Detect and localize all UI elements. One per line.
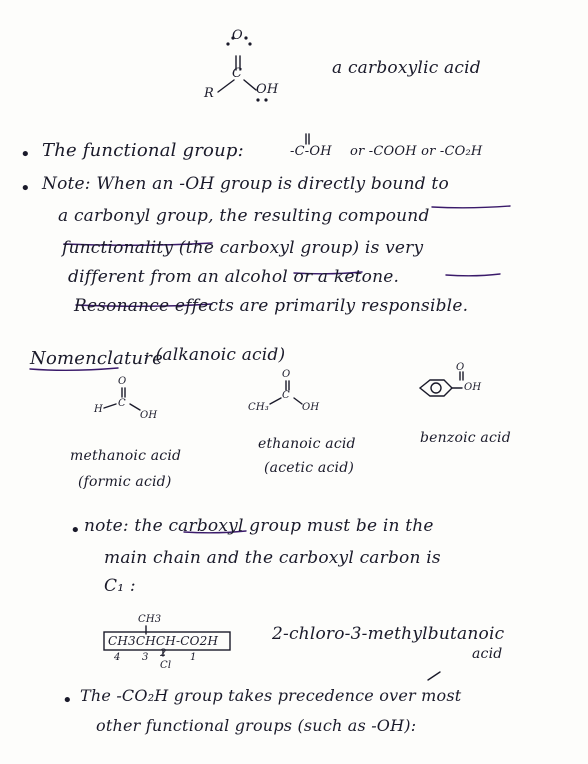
bullet: •: [20, 144, 31, 165]
methanoic-name: methanoic acid: [70, 448, 182, 464]
chain-name-line1: 2-chloro-3-methylbutanoic: [272, 624, 505, 644]
functional-group-structure-text: -C-OH: [290, 144, 332, 159]
benzoic-oh-group: OH: [464, 382, 482, 393]
ethanoic-ch3-group: CH₃: [248, 402, 269, 413]
ethanoic-common-name: (acetic acid): [264, 460, 355, 476]
methanoic-h-atom: H: [94, 404, 103, 415]
intro-c-atom: C: [232, 66, 243, 81]
methanoic-oh-group: OH: [140, 410, 158, 421]
functional-group-structure: [306, 134, 309, 144]
methanoic-common-name: (formic acid): [78, 474, 172, 490]
ethanoic-o-atom: O: [282, 369, 291, 380]
chain-methyl-substituent: CH3: [138, 614, 162, 625]
note1-line2: a carbonyl group, the resulting compound: [58, 206, 430, 226]
ethanoic-name: ethanoic acid: [258, 436, 356, 452]
note1-line1: Note: When an -OH group is directly bound to: [42, 174, 449, 194]
nomenclature-subtitle: : (alkanoic acid): [144, 345, 286, 365]
benzoic-name: benzoic acid: [420, 430, 511, 446]
methanoic-c-atom: C: [118, 398, 126, 409]
chain-carbon-4: 4: [114, 652, 121, 663]
intro-oh-group: OH: [256, 82, 279, 97]
note3-line1: The -CO₂H group takes precedence over most: [80, 686, 462, 705]
functional-group-label: The functional group:: [42, 140, 244, 161]
note1-line4: different from an alcohol or a ketone.: [68, 267, 400, 287]
benzoic-acid-structure: [420, 372, 463, 396]
ethanoic-c-atom: C: [282, 390, 290, 401]
intro-o-atom: O: [232, 28, 243, 43]
note2-line3: C₁ :: [104, 576, 136, 596]
chain-carbon-1: 1: [190, 652, 197, 663]
note2-line1: note: the carboxyl group must be in the: [84, 516, 434, 536]
methanoic-o-atom: O: [118, 376, 127, 387]
chain-name-line2: acid: [472, 646, 503, 662]
note1-line5: Resonance effects are primarily responsible.: [74, 296, 469, 316]
nomenclature-heading: Nomenclature: [30, 348, 163, 369]
chain-carbon-2: 2: [160, 648, 167, 659]
note1-line3: functionality (the carboxyl group) is very: [62, 238, 424, 258]
bullet: •: [70, 520, 81, 541]
bullet: •: [62, 690, 73, 711]
functional-group-alternatives: or -COOH or -CO₂H: [350, 144, 483, 159]
intro-r-group: R: [204, 86, 214, 101]
bullet: •: [20, 178, 31, 199]
chain-carbon-3: 3: [142, 652, 149, 663]
chain-main: CH3CHCH-CO2H: [108, 634, 219, 648]
chain-chloro-substituent: Cl: [160, 660, 172, 671]
intro-label: a carboxylic acid: [332, 58, 481, 78]
ethanoic-oh-group: OH: [302, 402, 320, 413]
strikeout-mark: [428, 672, 440, 680]
note2-line2: main chain and the carboxyl carbon is: [104, 548, 441, 568]
note3-line2: other functional groups (such as -OH):: [96, 716, 417, 735]
benzoic-o-atom: O: [456, 362, 465, 373]
